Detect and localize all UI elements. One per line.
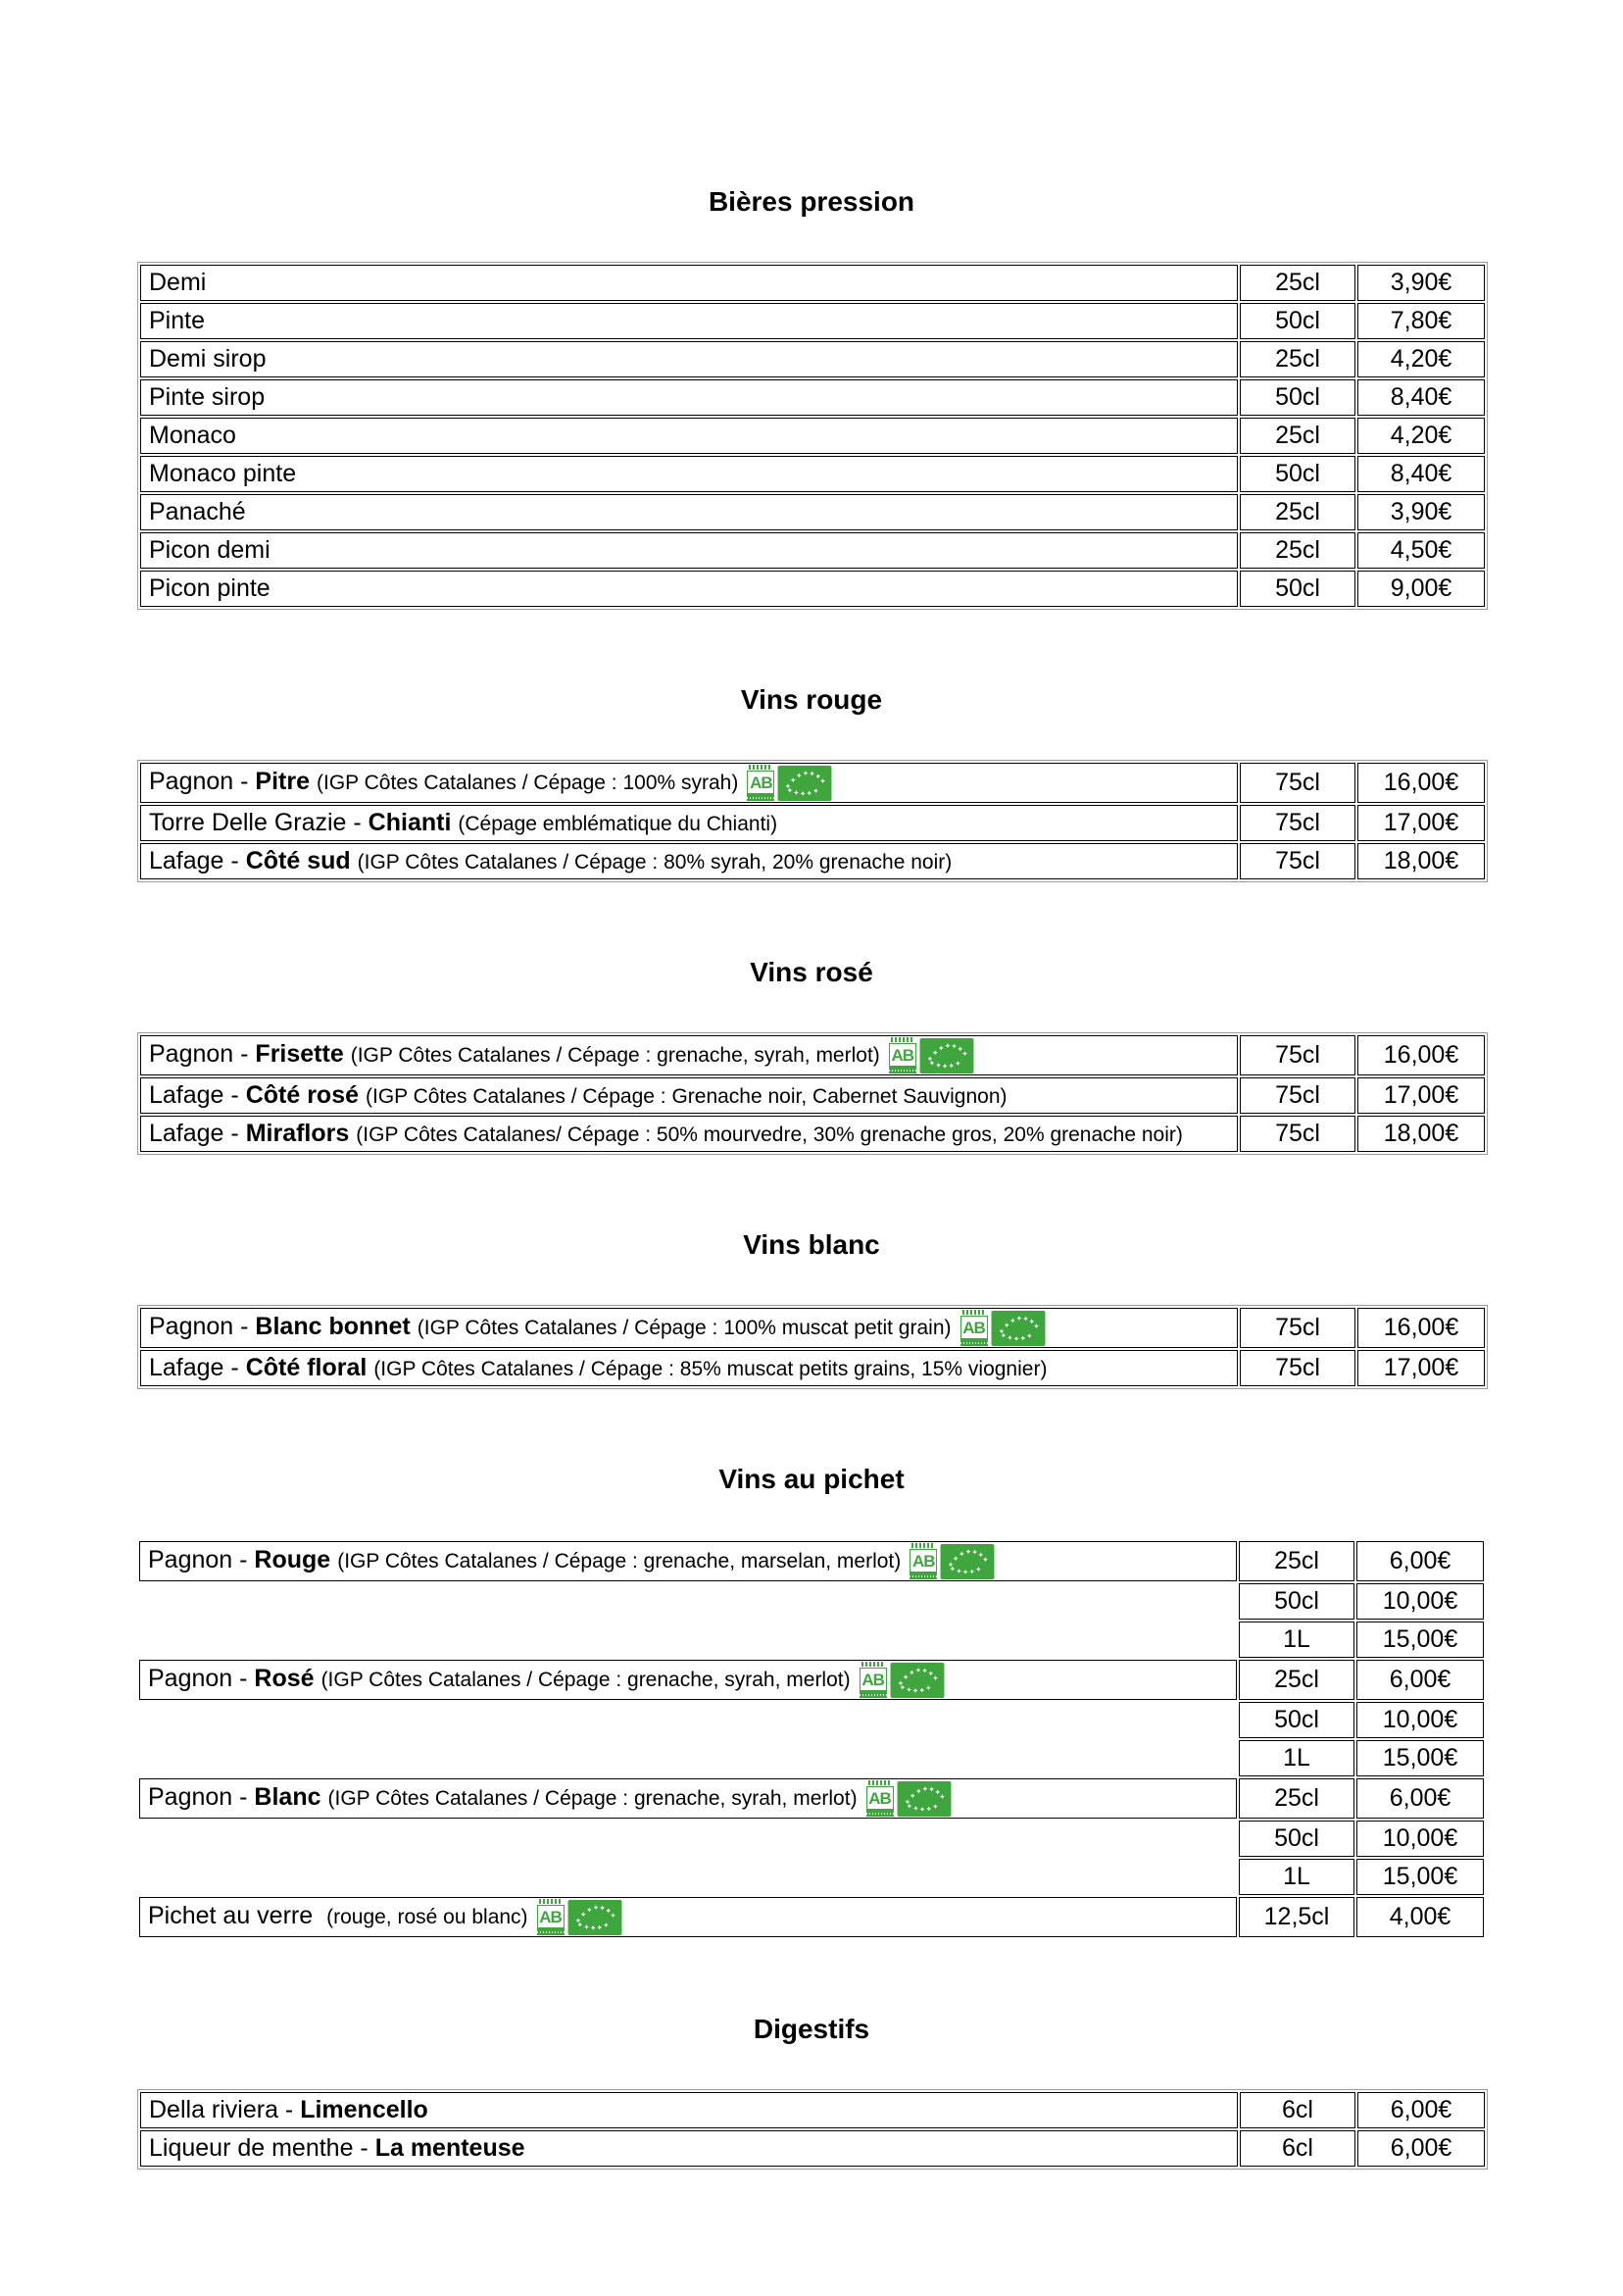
- item-producer: Pagnon -: [148, 1665, 255, 1693]
- item-name-cell: [139, 1778, 1237, 1819]
- section-title: Vins blanc: [743, 1229, 880, 1260]
- item-price: 4,20€: [1357, 418, 1485, 454]
- ab-organic-icon: [866, 1780, 894, 1817]
- item-price: 15,00€: [1356, 1859, 1484, 1895]
- item-price: 8,40€: [1357, 379, 1485, 416]
- table-row: [140, 494, 1485, 530]
- item-name-cell: [140, 379, 1238, 416]
- item-name-cell: [139, 1897, 1237, 1937]
- eu-organic-leaf-icon: [991, 1311, 1046, 1346]
- item-name: Rouge: [254, 1546, 331, 1574]
- item-producer: Della riviera -: [149, 2095, 301, 2123]
- item-price: 8,40€: [1357, 456, 1485, 492]
- item-size: 6cl: [1240, 2092, 1355, 2128]
- item-producer: Monaco pinte: [149, 459, 297, 487]
- item-price: 18,00€: [1357, 843, 1485, 879]
- ab-icon-bottom-caption: [747, 794, 774, 801]
- ab-icon-bottom-caption: [889, 1067, 916, 1073]
- item-name: Limencello: [300, 2095, 428, 2123]
- ab-icon-top-caption: [868, 1780, 892, 1785]
- ab-icon-letters: AB: [747, 771, 774, 794]
- item-size: 75cl: [1240, 763, 1355, 803]
- table-row: [139, 1897, 1484, 1937]
- item-description: (rouge, rosé ou blanc): [326, 1906, 528, 1929]
- item-name-cell: [140, 2092, 1238, 2128]
- item-price: 6,00€: [1356, 1541, 1484, 1581]
- item-name-cell: [139, 1660, 1237, 1700]
- item-producer: Pagnon -: [148, 1546, 255, 1574]
- item-price: 10,00€: [1356, 1821, 1484, 1857]
- ab-organic-icon: [537, 1899, 565, 1935]
- table-row: [140, 1308, 1485, 1348]
- eu-organic-leaf-icon: [919, 1038, 974, 1073]
- table-row: [140, 265, 1485, 301]
- item-size: 75cl: [1240, 1035, 1355, 1075]
- item-producer: Liqueur de menthe -: [149, 2133, 375, 2162]
- item-producer: Picon pinte: [149, 574, 270, 602]
- price-table-vins-blanc: [137, 1305, 1488, 1389]
- item-price: 6,00€: [1357, 2130, 1485, 2167]
- item-name: La menteuse: [374, 2133, 525, 2162]
- item-size: 50cl: [1239, 1583, 1354, 1620]
- item-size: 75cl: [1240, 1116, 1355, 1152]
- item-price: 4,20€: [1357, 341, 1485, 377]
- item-producer: Lafage -: [149, 1353, 246, 1381]
- menu-sections: [137, 186, 1486, 2170]
- item-size: 1L: [1239, 1859, 1354, 1895]
- item-price: 16,00€: [1357, 1308, 1485, 1348]
- item-size: 50cl: [1239, 1702, 1354, 1738]
- section-title: Bières pression: [708, 186, 915, 217]
- ab-icon-top-caption: [891, 1037, 914, 1042]
- ab-organic-icon: [747, 765, 774, 801]
- table-row: [140, 2130, 1485, 2167]
- item-price: 17,00€: [1357, 1077, 1485, 1114]
- table-row: [139, 1740, 1484, 1776]
- table-row: [140, 456, 1485, 492]
- item-name-cell: [140, 494, 1238, 530]
- item-price: 4,50€: [1357, 532, 1485, 569]
- item-name: Rosé: [254, 1665, 315, 1693]
- item-price: 3,90€: [1357, 265, 1485, 301]
- item-size: 12,5cl: [1239, 1897, 1354, 1937]
- section-title: Vins au pichet: [718, 1464, 905, 1494]
- item-name-cell: [140, 1116, 1238, 1152]
- item-name: Chianti: [368, 808, 452, 836]
- item-description: (IGP Côtes Catalanes / Cépage : 85% muscat petits grains, 15% viognier): [373, 1357, 1048, 1380]
- item-producer: Torre Delle Grazie -: [149, 808, 369, 836]
- item-name: Côté floral: [245, 1353, 368, 1381]
- item-size: 25cl: [1239, 1778, 1354, 1819]
- item-size: 75cl: [1240, 805, 1355, 841]
- item-name-cell: [140, 418, 1238, 454]
- item-price: 9,00€: [1357, 571, 1485, 607]
- item-price: 4,00€: [1356, 1897, 1484, 1937]
- section-title: Digestifs: [753, 2014, 870, 2044]
- item-size: 50cl: [1240, 303, 1355, 339]
- item-size: 50cl: [1240, 571, 1355, 607]
- item-size: 25cl: [1240, 418, 1355, 454]
- item-name-cell: [140, 303, 1238, 339]
- section-title: Vins rouge: [740, 684, 883, 715]
- item-producer: Pagnon -: [149, 1040, 256, 1069]
- item-price: 17,00€: [1357, 1350, 1485, 1386]
- table-row: [139, 1702, 1484, 1738]
- price-table-vins-rose: [137, 1032, 1488, 1155]
- table-row: [139, 1778, 1484, 1819]
- table-row: [140, 341, 1485, 377]
- item-description: (IGP Côtes Catalanes / Cépage : 100% muscat petit grain): [417, 1317, 952, 1340]
- item-size: 50cl: [1239, 1821, 1354, 1857]
- item-producer: Pagnon -: [149, 1313, 256, 1341]
- item-size: 25cl: [1240, 265, 1355, 301]
- ab-icon-letters: AB: [866, 1786, 894, 1810]
- table-row: [140, 418, 1485, 454]
- item-name-cell: [140, 456, 1238, 492]
- item-producer: Pagnon -: [149, 768, 256, 796]
- item-price: 16,00€: [1357, 1035, 1485, 1075]
- table-row: [140, 1350, 1485, 1386]
- table-row: [140, 532, 1485, 569]
- menu-section-bieres-pression: [137, 186, 1486, 610]
- item-size: 75cl: [1240, 1350, 1355, 1386]
- item-price: 7,80€: [1357, 303, 1485, 339]
- menu-section-digestifs: [137, 2014, 1486, 2170]
- section-title: Vins rosé: [750, 957, 873, 987]
- eu-organic-leaf-icon: [890, 1663, 945, 1698]
- table-row: [139, 1821, 1484, 1857]
- item-name: Blanc: [254, 1783, 321, 1812]
- item-size: 6cl: [1240, 2130, 1355, 2167]
- item-name-cell: [140, 341, 1238, 377]
- eu-organic-leaf-icon: [940, 1544, 995, 1579]
- item-size: 25cl: [1239, 1660, 1354, 1700]
- item-description: (IGP Côtes Catalanes / Cépage : grenache, syrah, merlot): [320, 1669, 851, 1692]
- table-row: [139, 1859, 1484, 1895]
- ab-icon-bottom-caption: [960, 1339, 988, 1346]
- price-table-digestifs: [137, 2089, 1488, 2170]
- table-row: [139, 1583, 1484, 1620]
- table-row: [140, 763, 1485, 803]
- table-row: [140, 571, 1485, 607]
- item-price: 17,00€: [1357, 805, 1485, 841]
- table-row: [140, 1077, 1485, 1114]
- table-row: [140, 2092, 1485, 2128]
- item-producer: Lafage -: [149, 1080, 246, 1109]
- item-name-cell: [140, 571, 1238, 607]
- item-description: (Cépage emblématique du Chianti): [458, 812, 778, 835]
- empty-spacer-cell: [139, 1702, 1237, 1738]
- item-price: 10,00€: [1356, 1702, 1484, 1738]
- ab-icon-top-caption: [749, 765, 772, 770]
- ab-organic-icon: [860, 1662, 887, 1698]
- empty-spacer-cell: [139, 1740, 1237, 1776]
- table-row: [140, 843, 1485, 879]
- item-price: 3,90€: [1357, 494, 1485, 530]
- empty-spacer-cell: [139, 1622, 1237, 1658]
- item-price: 15,00€: [1356, 1740, 1484, 1776]
- item-name: Pitre: [255, 768, 311, 796]
- ab-icon-bottom-caption: [537, 1928, 565, 1935]
- item-name-cell: [140, 805, 1238, 841]
- item-name-cell: [140, 1035, 1238, 1075]
- item-size: 25cl: [1239, 1541, 1354, 1581]
- item-price: 15,00€: [1356, 1622, 1484, 1658]
- item-name-cell: [140, 763, 1238, 803]
- item-producer: Demi: [149, 268, 207, 296]
- item-name-cell: [140, 1350, 1238, 1386]
- ab-organic-icon: [960, 1310, 988, 1346]
- item-name-cell: [140, 2130, 1238, 2167]
- item-size: 50cl: [1240, 456, 1355, 492]
- item-name-cell: [140, 1077, 1238, 1114]
- item-name-cell: [140, 843, 1238, 879]
- eu-organic-leaf-icon: [777, 766, 832, 801]
- table-row: [140, 1116, 1485, 1152]
- item-producer: Monaco: [149, 421, 236, 449]
- menu-section-vins-rose: [137, 957, 1486, 1155]
- item-producer: Panaché: [149, 497, 246, 525]
- item-price: 16,00€: [1357, 763, 1485, 803]
- table-row: [140, 1035, 1485, 1075]
- item-description: (IGP Côtes Catalanes / Cépage : 80% syrah, 20% grenache noir): [357, 850, 953, 873]
- item-producer: Picon demi: [149, 535, 270, 564]
- ab-icon-letters: AB: [960, 1316, 988, 1339]
- item-producer: Pinte sirop: [149, 382, 266, 411]
- item-size: 25cl: [1240, 341, 1355, 377]
- eu-organic-leaf-icon: [897, 1781, 952, 1817]
- item-name-cell: [139, 1541, 1237, 1581]
- item-price: 6,00€: [1356, 1778, 1484, 1819]
- item-size: 50cl: [1240, 379, 1355, 416]
- table-row: [139, 1541, 1484, 1581]
- item-name: Côté sud: [245, 846, 351, 874]
- item-producer: Pichet au verre: [148, 1902, 320, 1930]
- price-table-bieres-pression: [137, 262, 1488, 610]
- table-row: [140, 379, 1485, 416]
- item-size: 25cl: [1240, 532, 1355, 569]
- item-name-cell: [140, 265, 1238, 301]
- item-name: Miraflors: [245, 1119, 350, 1147]
- ab-icon-top-caption: [539, 1899, 563, 1904]
- ab-organic-icon: [910, 1543, 937, 1579]
- item-name: Blanc bonnet: [255, 1313, 411, 1341]
- item-description: (IGP Côtes Catalanes/ Cépage : 50% mourvedre, 30% grenache gros, 20% grenache noir): [356, 1123, 1183, 1146]
- item-name-cell: [140, 532, 1238, 569]
- menu-section-vins-au-pichet: [137, 1464, 1486, 1939]
- ab-organic-icon: [889, 1037, 916, 1073]
- item-producer: Demi sirop: [149, 344, 267, 373]
- ab-icon-letters: AB: [537, 1905, 565, 1928]
- item-description: (IGP Côtes Catalanes / Cépage : 100% syrah): [317, 772, 739, 795]
- item-name-cell: [140, 1308, 1238, 1348]
- item-description: (IGP Côtes Catalanes / Cépage : grenache, marselan, merlot): [337, 1550, 902, 1573]
- item-name: Côté rosé: [245, 1080, 359, 1109]
- item-price: 6,00€: [1356, 1660, 1484, 1700]
- table-row: [139, 1660, 1484, 1700]
- ab-icon-top-caption: [911, 1543, 935, 1548]
- empty-spacer-cell: [139, 1859, 1237, 1895]
- menu-section-vins-rouge: [137, 684, 1486, 882]
- item-size: 1L: [1239, 1740, 1354, 1776]
- item-description: (IGP Côtes Catalanes / Cépage : grenache, syrah, merlot): [327, 1787, 858, 1811]
- item-price: 18,00€: [1357, 1116, 1485, 1152]
- price-table-vins-au-pichet: [137, 1539, 1486, 1939]
- price-table-vins-rouge: [137, 760, 1488, 882]
- item-description: (IGP Côtes Catalanes / Cépage : grenache, syrah, merlot): [350, 1044, 880, 1068]
- ab-icon-bottom-caption: [866, 1810, 894, 1817]
- menu-section-vins-blanc: [137, 1229, 1486, 1389]
- item-price: 10,00€: [1356, 1583, 1484, 1620]
- item-producer: Lafage -: [149, 846, 246, 874]
- item-producer: Lafage -: [149, 1119, 246, 1147]
- ab-icon-letters: AB: [889, 1043, 916, 1067]
- ab-icon-letters: AB: [910, 1549, 937, 1572]
- empty-spacer-cell: [139, 1821, 1237, 1857]
- ab-icon-letters: AB: [860, 1668, 887, 1691]
- ab-icon-top-caption: [861, 1662, 885, 1667]
- item-price: 6,00€: [1357, 2092, 1485, 2128]
- item-size: 75cl: [1240, 1077, 1355, 1114]
- item-producer: Pagnon -: [148, 1783, 255, 1812]
- item-producer: Pinte: [149, 306, 205, 334]
- item-size: 75cl: [1240, 843, 1355, 879]
- table-row: [140, 805, 1485, 841]
- ab-icon-bottom-caption: [860, 1691, 887, 1698]
- ab-icon-bottom-caption: [910, 1572, 937, 1579]
- item-name: Frisette: [255, 1040, 344, 1069]
- item-size: 25cl: [1240, 494, 1355, 530]
- table-row: [140, 303, 1485, 339]
- ab-icon-top-caption: [962, 1310, 986, 1315]
- item-description: (IGP Côtes Catalanes / Cépage : Grenache noir, Cabernet Sauvignon): [366, 1084, 1008, 1108]
- table-row: [139, 1622, 1484, 1658]
- item-size: 1L: [1239, 1622, 1354, 1658]
- eu-organic-leaf-icon: [567, 1900, 622, 1935]
- empty-spacer-cell: [139, 1583, 1237, 1620]
- item-size: 75cl: [1240, 1308, 1355, 1348]
